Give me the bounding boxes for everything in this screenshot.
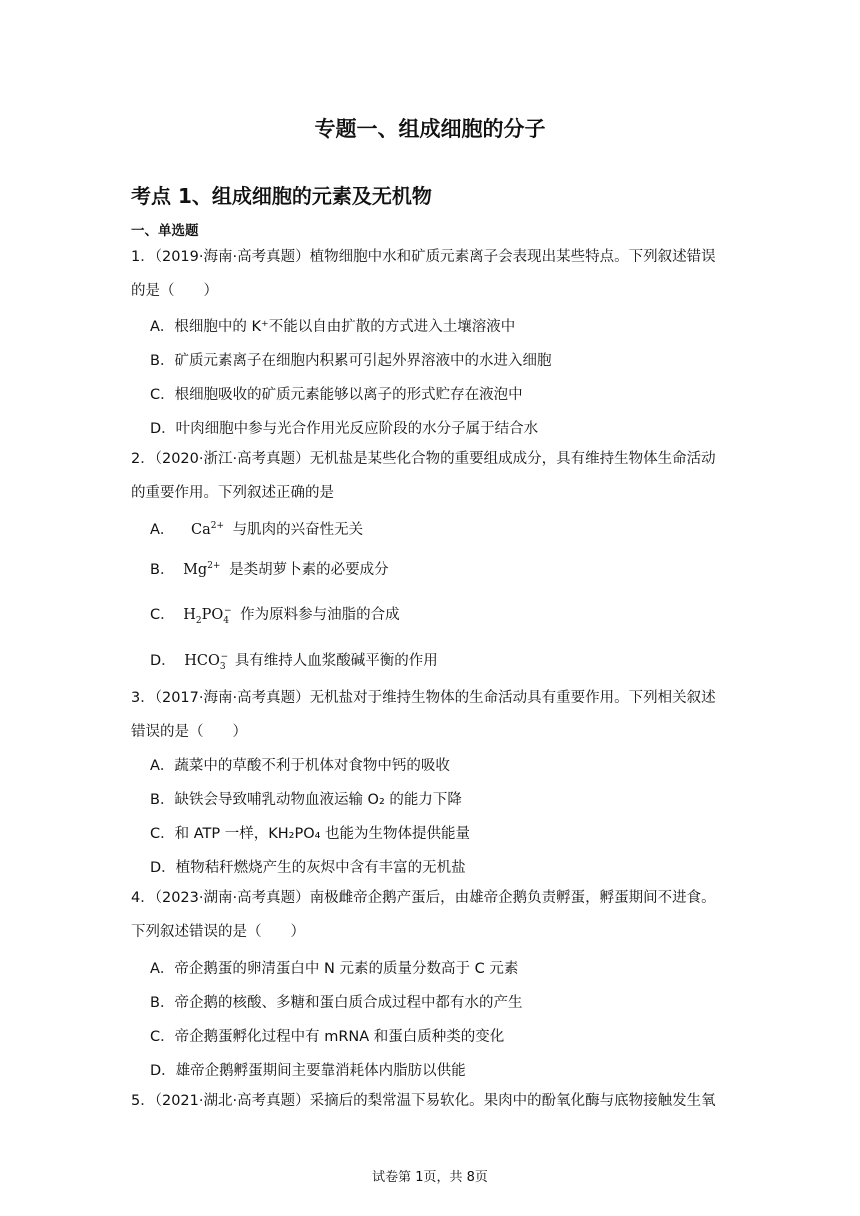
page-title: 专题一、组成细胞的分子 [314, 117, 546, 141]
question-3-option-b: B．缺铁会导致哺乳动物血液运输 O₂ 的能力下降 [150, 792, 462, 808]
option-letter: D． [150, 653, 176, 669]
question-3-stem-line1: 3．（2017·海南·高考真题）无机盐对于维持生物体的生命活动具有重要作用。下列相关叙述 [131, 690, 716, 706]
subsection-heading: 一、单选题 [131, 223, 199, 239]
question-3-option-c: C．和 ATP 一样，KH₂PO₄ 也能为生物体提供能量 [150, 826, 471, 842]
question-4-option-d: D．雄帝企鹅孵蛋期间主要靠消耗体内脂肪以供能 [150, 1063, 466, 1079]
option-text: 是类胡萝卜素的必要成分 [229, 562, 389, 578]
question-1-stem-line1: 1．（2019·海南·高考真题）植物细胞中水和矿质元素离子会表现出某些特点。下列叙述错误 [131, 249, 716, 265]
option-text: 与肌肉的兴奋性无关 [232, 522, 364, 538]
option-text: 具有维持人血浆酸碱平衡的作用 [234, 653, 438, 669]
question-5-stem-line1: 5．（2021·湖北·高考真题）采摘后的梨常温下易软化。果肉中的酚氧化酶与底物接触发生氧 [131, 1093, 716, 1109]
question-3-option-d: D．植物秸秆燃烧产生的灰烬中含有丰富的无机盐 [150, 860, 466, 876]
question-2-stem-line2: 的重要作用。下列叙述正确的是 [131, 485, 334, 501]
question-2-option-c [150, 603, 400, 626]
question-2-stem-line1: 2．（2020·浙江·高考真题）无机盐是某些化合物的重要组成成分，具有维持生物体生命活动 [131, 451, 716, 467]
question-1-option-d: D．叶肉细胞中参与光合作用光反应阶段的水分子属于结合水 [150, 421, 539, 437]
ion-formula: $H_2PO_4^-$ [183, 606, 232, 626]
question-4-stem-line2: 下列叙述错误的是（ ） [131, 924, 305, 940]
question-2-option-a [150, 518, 363, 539]
question-1-option-b: B．矿质元素离子在细胞内积累可引起外界溶液中的水进入细胞 [150, 353, 552, 369]
question-4-option-a: A．帝企鹅蛋的卵清蛋白中 N 元素的质量分数高于 C 元素 [150, 961, 519, 977]
section-heading: 考点 1、组成细胞的元素及无机物 [131, 184, 432, 208]
question-4-option-c: C．帝企鹅蛋孵化过程中有 mRNA 和蛋白质种类的变化 [150, 1029, 505, 1045]
question-3-stem-line2: 错误的是（ ） [131, 724, 247, 740]
ion-formula: $Mg^{2+}$ [183, 561, 221, 578]
page-footer: 试卷第 1页，共 8页 [372, 1170, 488, 1185]
option-letter: C． [150, 607, 175, 623]
question-2-option-b [150, 558, 389, 579]
question-4-option-b: B．帝企鹅的核酸、多糖和蛋白质合成过程中都有水的产生 [150, 995, 523, 1011]
question-4-stem-line1: 4．（2023·湖南·高考真题）南极雌帝企鹅产蛋后，由雄帝企鹅负责孵蛋，孵蛋期间不进食。 [131, 890, 716, 906]
ion-formula: $HCO_3^-$ [184, 652, 229, 672]
option-letter: A． [150, 522, 175, 538]
question-1-option-c: C．根细胞吸收的矿质元素能够以离子的形式贮存在液泡中 [150, 387, 523, 403]
option-text: 作为原料参与油脂的合成 [240, 607, 400, 623]
question-1-option-a: A．根细胞中的 K⁺不能以自由扩散的方式进入土壤溶液中 [150, 319, 516, 335]
question-3-option-a: A．蔬菜中的草酸不利于机体对食物中钙的吸收 [150, 758, 450, 774]
question-1-stem-line2: 的是（ ） [131, 283, 218, 299]
ion-formula: $Ca^{2+}$ [191, 521, 225, 538]
question-2-option-d [150, 649, 438, 672]
option-letter: B． [150, 562, 175, 578]
